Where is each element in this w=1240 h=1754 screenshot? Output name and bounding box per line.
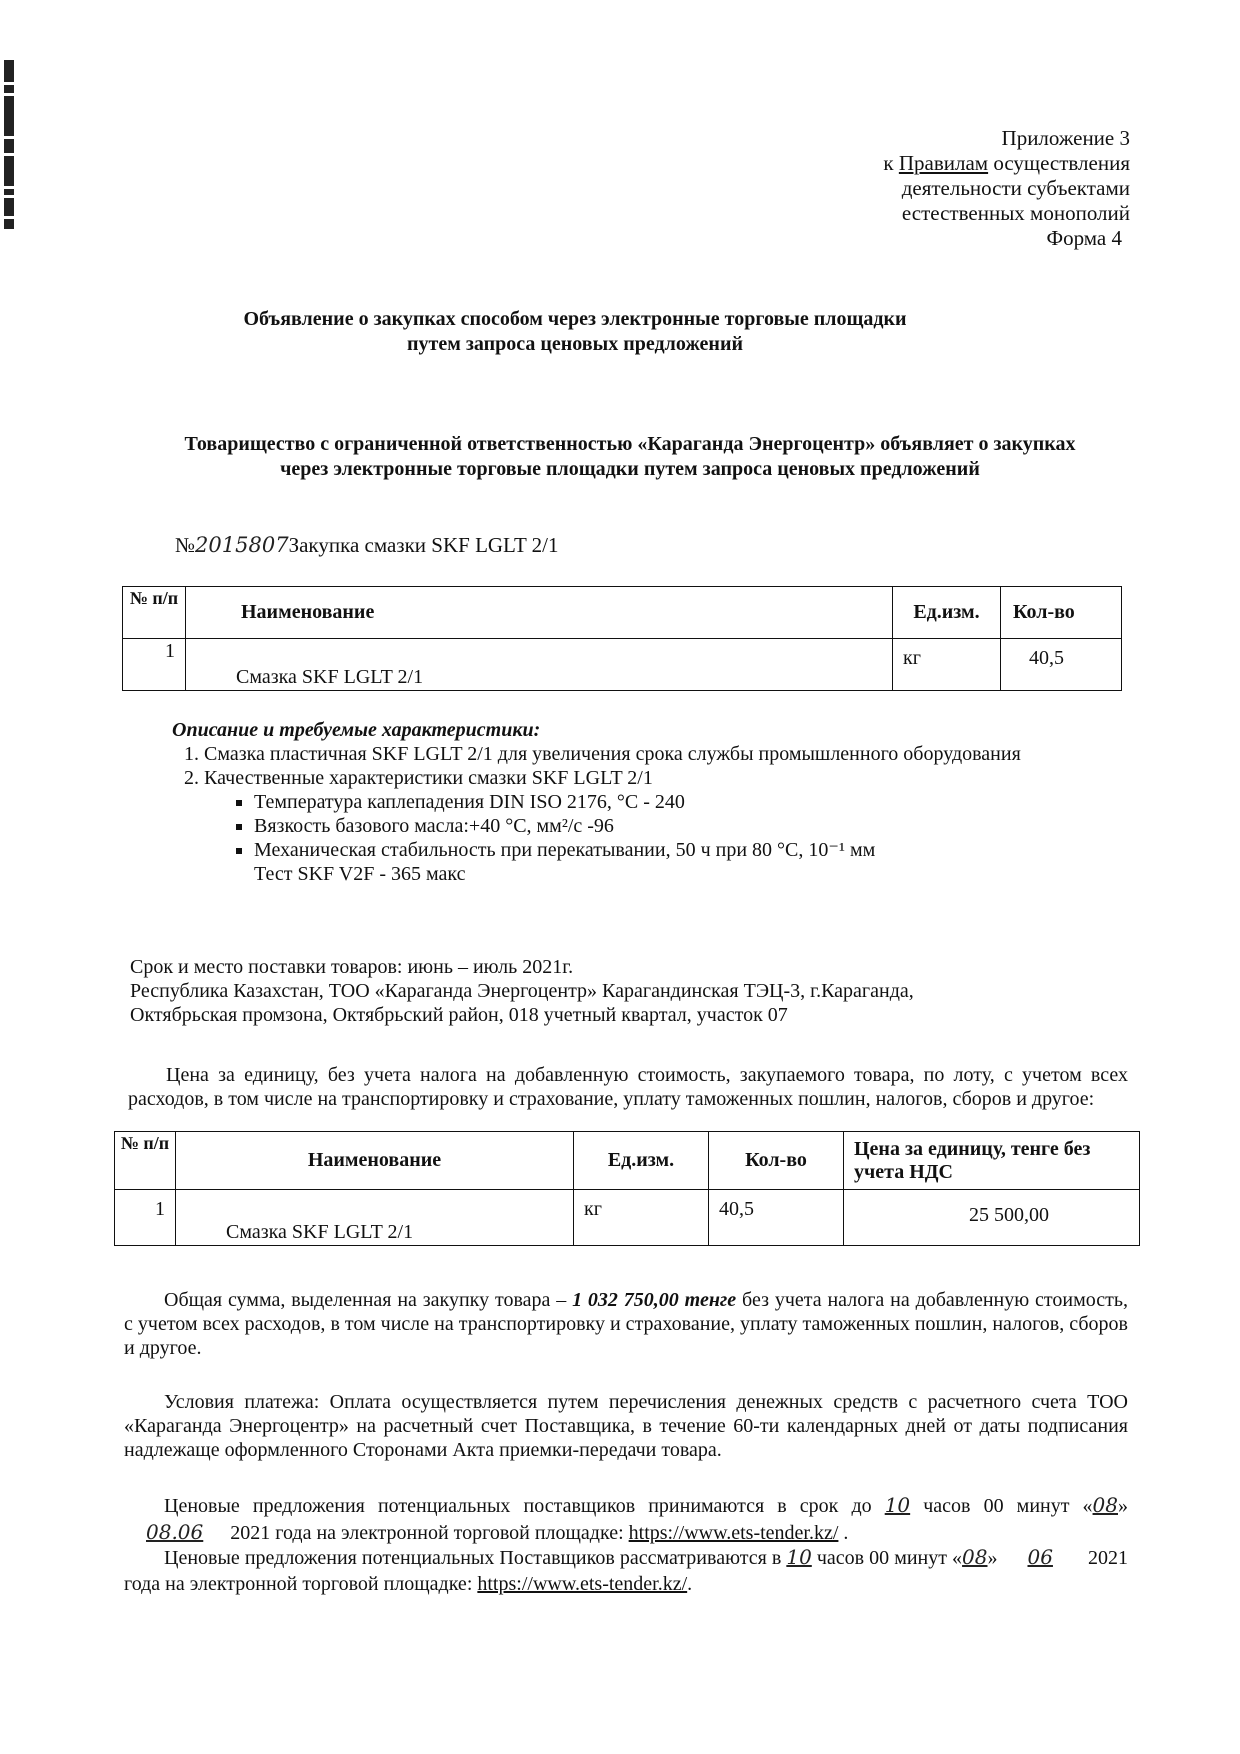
review-text: . [687, 1573, 693, 1595]
header-name: Наименование [186, 587, 893, 639]
review-month-handwritten: 06 [1027, 1545, 1053, 1569]
appendix-line-2-suffix: осуществления [988, 151, 1130, 175]
review-day-handwritten: 08 [962, 1545, 988, 1569]
accept-month-handwritten: 08.06 [146, 1520, 204, 1544]
rules-link: Правилам [898, 151, 989, 175]
list-item: ▪ Температура каплепадения DIN ISO 2176, °С - 240 [254, 790, 1132, 814]
accept-text: » [1118, 1495, 1128, 1517]
row-qty: 40,5 [709, 1190, 844, 1246]
description-heading: Описание и требуемые характеристики: [172, 719, 541, 741]
lot-line [175, 533, 559, 558]
row-unit: кг [893, 639, 1001, 691]
lot-number-prefix: № [175, 533, 196, 557]
list-item-text: ▪ Механическая стабильность при перекатывании, 50 ч при 80 °С, 10⁻¹ мм [254, 839, 876, 861]
price-table [114, 1131, 1140, 1246]
list-item [204, 766, 1132, 886]
acceptance-paragraph [124, 1492, 1128, 1546]
header-qty: Кол-во [709, 1132, 844, 1190]
accept-hour-handwritten: 10 [884, 1493, 911, 1517]
review-text: часов 00 минут « [811, 1547, 963, 1569]
payment-terms: Условия платежа: Оплата осуществляется путем перечисления денежных средств с расчетного счета ТОО «Караганда Энергоцентр» на расчетный счет Поставщика, в течение 60-ти календарных дней от даты подписания надлежаще оформленного Сторонами Акта приемки-передачи товара. [124, 1391, 1128, 1461]
row-name: Смазка SKF LGLT 2/1 [176, 1190, 574, 1246]
header-unit: Ед.изм. [574, 1132, 709, 1190]
list-item: ▪ Вязкость базового масла:+40 °С, мм²/с -96 [254, 814, 1132, 838]
table-row [123, 639, 1122, 691]
accept-day-handwritten: 08 [1092, 1493, 1118, 1517]
row-qty: 40,5 [1001, 639, 1122, 691]
company-announcement: Товарищество с ограниченной ответственностью «Караганда Энергоцентр» объявляет о закупках через электронные торговые площадки путем запроса ценовых предложений [184, 433, 1076, 480]
delivery-section [130, 955, 1130, 1027]
lot-number-handwritten: 2015807 [195, 533, 289, 557]
row-unit-price: 25 500,00 [844, 1190, 1140, 1246]
appendix-line-5: Форма 4 [1046, 226, 1122, 250]
row-index: 1 [123, 639, 186, 691]
review-text: 2021 года на электронной торговой площадке: [124, 1547, 1128, 1595]
review-text: Ценовые предложения потенциальных Поставщиков рассматриваются в [164, 1547, 787, 1569]
header-unit-price: Цена за единицу, тенге без учета НДС [844, 1132, 1140, 1190]
appendix-line-3: деятельности субъектами [901, 176, 1130, 200]
row-unit: кг [574, 1190, 709, 1246]
review-hour-handwritten: 10 [786, 1545, 812, 1569]
list-item-text: Качественные характеристики смазки SKF LGLT 2/1 [204, 767, 653, 789]
appendix-line-4: естественных монополий [901, 201, 1130, 225]
table-row [115, 1190, 1140, 1246]
accept-text: часов 00 минут « [910, 1495, 1093, 1517]
header-index: № п/п [123, 587, 186, 639]
price-table-header [115, 1132, 1140, 1190]
appendix-line-1: Приложение 3 [1001, 126, 1130, 150]
delivery-line-3: Октябрьская промзона, Октябрьский район, 018 учетный квартал, участок 07 [130, 1004, 788, 1026]
total-suffix: без учета налога на добавленную стоимость, с учетом всех расходов, в том числе на транспортировку и страхование, уплату таможенных пошлин, налогов, сборов и другое. [124, 1289, 1128, 1359]
description-section [172, 718, 1132, 886]
goods-table [122, 586, 1122, 691]
delivery-line-2: Республика Казахстан, ТОО «Караганда Энергоцентр» Карагандинская ТЭЦ-3, г.Караганда, [130, 980, 914, 1002]
row-name: Смазка SKF LGLT 2/1 [186, 639, 893, 691]
price-intro: Цена за единицу, без учета налога на добавленную стоимость, закупаемого товара, по лоту, с учетом всех расходов, в том числе на транспортировку и страхование, уплату таможенных пошлин, налогов, сборов и другое: [128, 1064, 1128, 1110]
list-item-text: Тест SKF V2F - 365 макс [254, 863, 466, 885]
header-name: Наименование [176, 1132, 574, 1190]
total-prefix: Общая сумма, выделенная на закупку товара – [164, 1289, 573, 1311]
accept-text: 2021 года на электронной торговой площадке: [225, 1522, 629, 1544]
header-qty: Кол-во [1001, 587, 1122, 639]
appendix-header [883, 126, 1130, 251]
announcement-title: Объявление о закупках способом через электронные торговые площадки путем запроса ценовых предложений [243, 308, 907, 355]
total-currency: тенге [678, 1289, 737, 1311]
review-text: » [987, 1547, 998, 1569]
accept-text: . [838, 1522, 849, 1544]
requirements-list [172, 742, 1132, 886]
row-index: 1 [115, 1190, 176, 1246]
header-unit: Ед.изм. [893, 587, 1001, 639]
ets-tender-link[interactable]: https://www.ets-tender.kz/ [628, 1522, 839, 1544]
accept-text: Ценовые предложения потенциальных поставщиков принимаются в срок до [164, 1495, 885, 1517]
ets-tender-link[interactable]: https://www.ets-tender.kz/ [477, 1573, 688, 1595]
characteristics-list [204, 790, 1132, 886]
total-amount: 1 032 750,00 [572, 1289, 679, 1311]
goods-table-header [123, 587, 1122, 639]
total-amount-paragraph [124, 1288, 1128, 1360]
appendix-line-2-prefix: к [883, 151, 899, 175]
header-index: № п/п [115, 1132, 176, 1190]
review-paragraph [124, 1544, 1128, 1597]
scan-edge-marks [4, 60, 18, 460]
list-item: 1. Смазка пластичная SKF LGLT 2/1 для увеличения срока службы промышленного оборудования [204, 742, 1132, 766]
delivery-line-1: Срок и место поставки товаров: июнь – июль 2021г. [130, 956, 574, 978]
list-item [254, 838, 1132, 886]
lot-text: Закупка смазки SKF LGLT 2/1 [288, 533, 559, 557]
appendix-line-2 [883, 151, 1130, 176]
